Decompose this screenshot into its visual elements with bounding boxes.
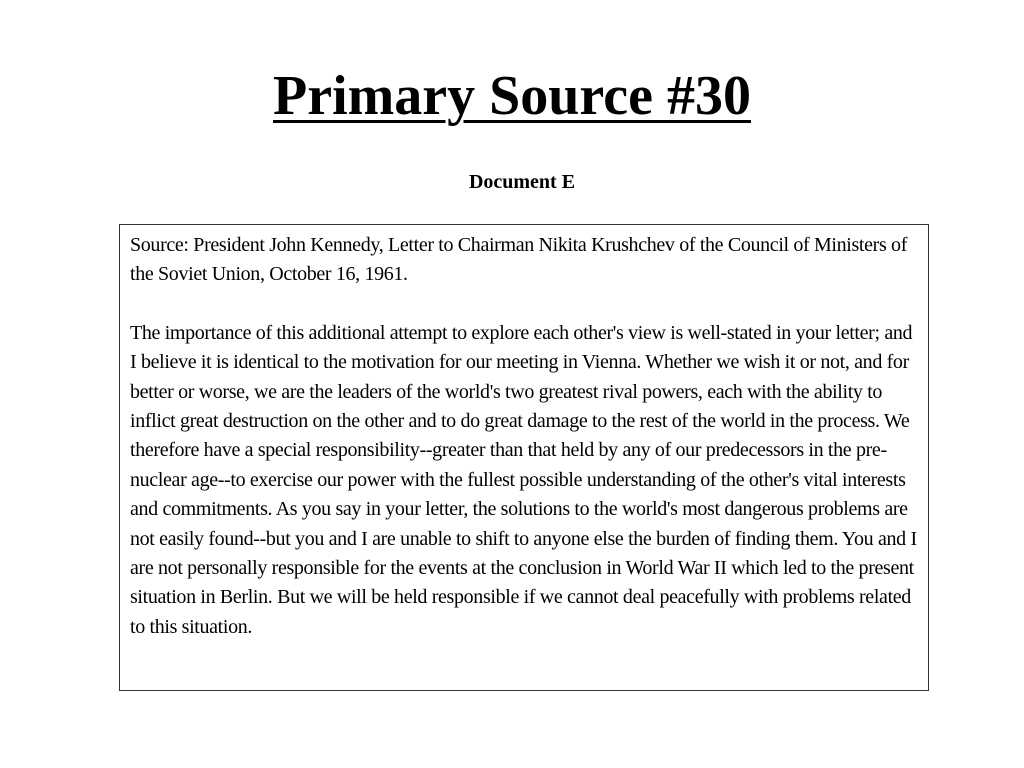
document-source: Source: President John Kennedy, Letter to Chairman Nikita Krushchev of the Council of Ministers of the Soviet Union, October 16, 1961. <box>130 234 908 286</box>
document-box <box>119 224 929 691</box>
document-body: The importance of this additional attempt to explore each other's view is well-stated in your letter; and I believe it is identical to the motivation for our meeting in Vienna. Whether we wish it or not, and for better or worse, we are the leaders of the world's two greatest rival powers, each with the ability to inflict great destruction on the other and to do great damage to the rest of the world in the process. We therefore have a special responsibility--greater than that held by any of our predecessors in the pre-nuclear age--to exercise our power with the fullest possible understanding of the other's vital interests and commitments. As you say in your letter, the solutions to the world's most dangerous problems are not easily found--but you and I are unable to shift to anyone else the burden of finding them. You and I are not personally responsible for the events at the conclusion in World War II which led to the present situation in Berlin. But we will be held responsible if we cannot deal peacefully with problems related to this situation. <box>130 321 917 638</box>
document-heading: Document E <box>468 171 576 193</box>
slide-title-text: Primary Source #30 <box>273 65 751 127</box>
slide-title <box>0 64 1024 128</box>
